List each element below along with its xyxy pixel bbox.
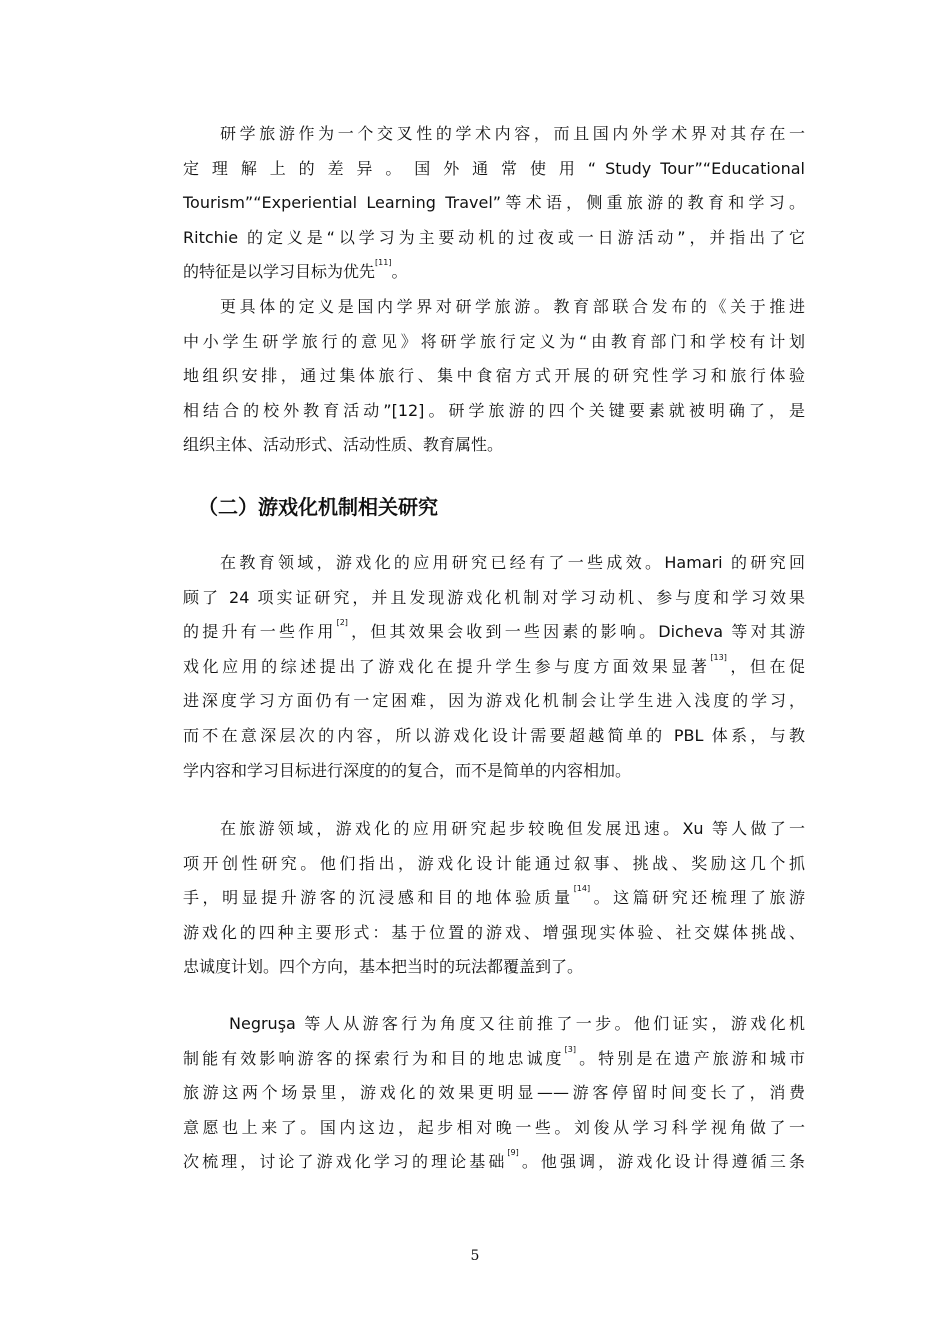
text-span: ，但其效果会收到一些因素的影响。Dicheva 等对其游: [347, 622, 805, 642]
text-span: ，但在促: [726, 656, 805, 676]
paragraph-domestic-definition: [183, 290, 805, 463]
text-span: 。他强调，游戏化设计得遵循三条: [518, 1152, 805, 1172]
text-span: 制能有效影响游客的探索行为和目的地忠诚度: [183, 1048, 565, 1068]
citation-ref: [14]: [573, 884, 591, 894]
citation-ref: [3]: [564, 1044, 576, 1054]
text-line: 定 理 解 上 的 差 异 。 国 外 通 常 使 用 “ Study Tour”“Educational: [183, 158, 805, 178]
text-span: 。这篇研究还梳理了旅游: [590, 888, 805, 908]
text-line: 研学旅游作为一个交叉性的学术内容，而且国内外学术界对其存在一: [220, 124, 805, 143]
text-line: 地组织安排，通过集体旅行、集中食宿方式开展的研究性学习和旅行体验: [183, 366, 805, 386]
text-line: 游戏化的四种主要形式：基于位置的游戏、增强现实体验、社交媒体挑战、: [183, 922, 805, 942]
text-line: 学内容和学习目标进行深度的的复合，而不是简单的内容相加。: [183, 760, 632, 780]
text-line: 组织主体、活动形式、活动性质、教育属性。: [183, 435, 504, 455]
text-line: Ritchie 的定义是“以学习为主要动机的过夜或一日游活动”，并指出了它: [183, 227, 805, 247]
text-line: 忠诚度计划。四个方向，基本把当时的玩法都覆盖到了。: [183, 957, 584, 977]
text-line: [183, 1145, 805, 1180]
text-line: Negruşa 等人从游客行为角度又往前推了一步。他们证实，游戏化机: [229, 1014, 805, 1033]
text-span: 戏化应用的综述提出了游戏化在提升学生参与度方面效果显著: [183, 656, 711, 676]
text-line: 顾了 24 项实证研究，并且发现游戏化机制对学习动机、参与度和学习效果: [183, 587, 805, 607]
text-line: 进深度学习方面仍有一定困难，因为游戏化机制会让学生进入浅度的学习，: [183, 691, 805, 711]
text-line: 意愿也上来了。国内这边，起步相对晚一些。刘俊从学习科学视角做了一: [183, 1117, 805, 1137]
paragraph-education-gamification: [183, 546, 805, 788]
text-line: Tourism”“Experiential Learning Travel”等术语，侧重旅游的教育和学习。: [183, 193, 805, 213]
citation-ref: [11]: [375, 258, 392, 268]
citation-ref: [13]: [710, 652, 727, 662]
page-number: 5: [470, 1248, 480, 1264]
text-span: 。: [391, 262, 408, 282]
text-line: 旅游这两个场景里，游戏化的效果更明显——游客停留时间变长了，消费: [183, 1083, 805, 1103]
text-line: [183, 650, 805, 685]
text-line: 更具体的定义是国内学界对研学旅游。教育部联合发布的《关于推进: [220, 297, 805, 316]
text-line: [183, 881, 805, 916]
text-span: 的特征是以学习目标为优先: [183, 262, 376, 282]
text-span: 次梳理，讨论了游戏化学习的理论基础: [183, 1152, 508, 1172]
text-line: [183, 1042, 805, 1077]
text-span: 手，明显提升游客的沉浸感和目的地体验质量: [183, 888, 574, 908]
text-line: [183, 615, 805, 650]
citation-ref: [9]: [507, 1148, 519, 1158]
section-heading: （二）游戏化机制相关研究: [198, 495, 438, 519]
citation-ref: [2]: [336, 618, 348, 628]
text-span: 。特别是在遗产旅游和城市: [576, 1048, 805, 1068]
text-line: 而不在意深层次的内容，所以游戏化设计需要超越简单的 PBL 体系，与教: [183, 725, 805, 745]
text-line: 中小学生研学旅行的意见》将研学旅行定义为“由教育部门和学校有计划: [183, 331, 805, 351]
paragraph-visitor-behavior: [183, 1007, 805, 1180]
text-line: 在旅游领域，游戏化的应用研究起步较晚但发展迅速。Xu 等人做了一: [220, 819, 805, 838]
paragraph-study-tourism-definition: [183, 117, 805, 290]
text-line: 在教育领域，游戏化的应用研究已经有了一些成效。Hamari 的研究回: [220, 553, 805, 572]
paragraph-tourism-gamification: [183, 812, 805, 985]
text-line: 项开创性研究。他们指出，游戏化设计能通过叙事、挑战、奖励这几个抓: [183, 853, 805, 873]
text-line: [183, 255, 805, 290]
text-line: 相结合的校外教育活动”[12]。研学旅游的四个关键要素就被明确了，是: [183, 400, 805, 420]
text-span: 的提升有一些作用: [183, 622, 337, 642]
